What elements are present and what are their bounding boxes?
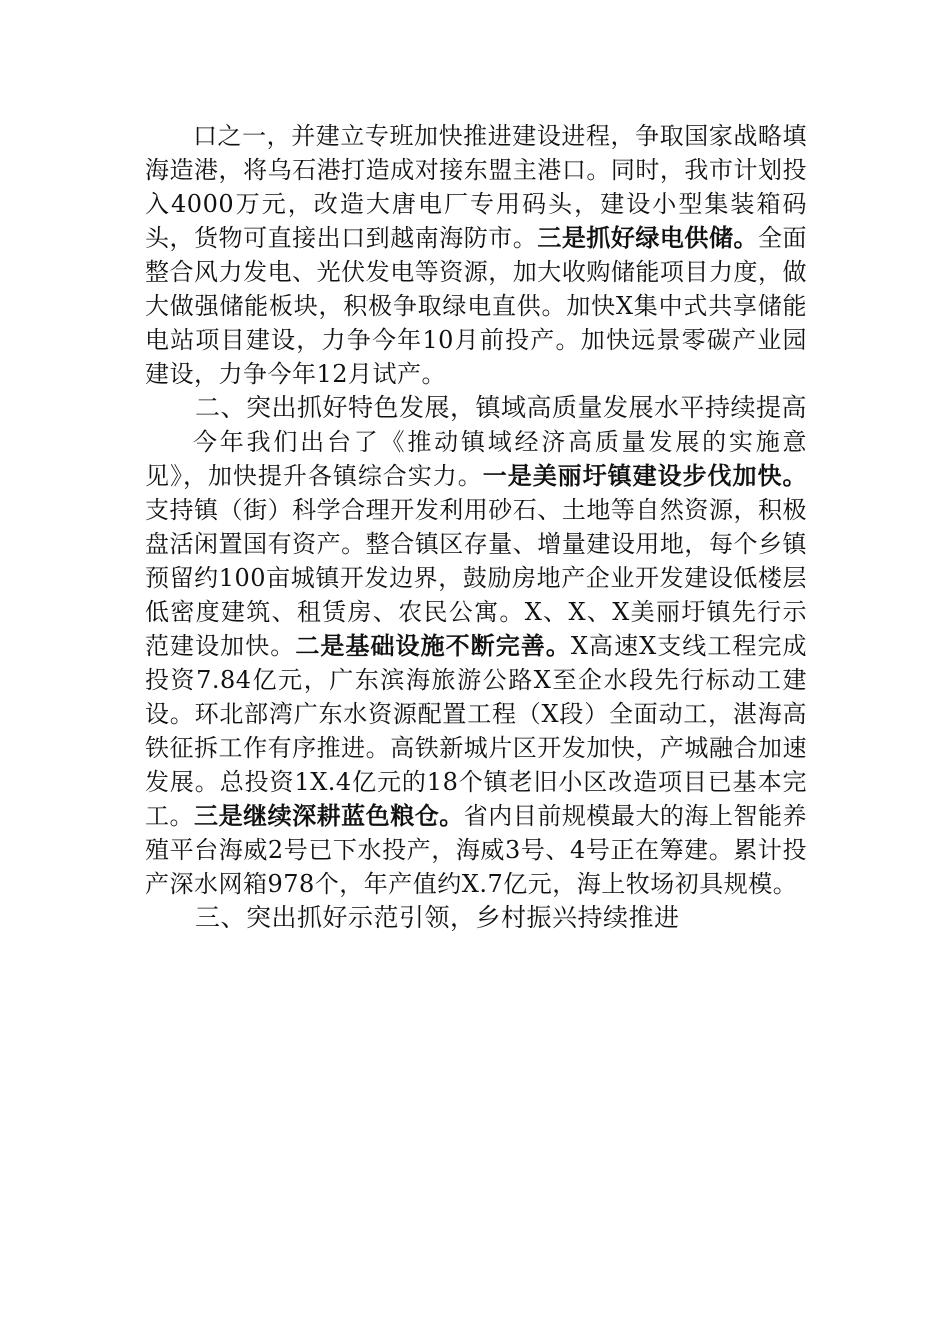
- paragraph-text: 口之一，并建立专班加快推进建设进程，争取国家战略填海造港，将乌石港打造成对接东盟主港口。同时，我市计划投入4000万元，改造大唐电厂专用码头，建设小型集装箱码头，货物可直接出口到越南海防市。: [145, 122, 807, 252]
- section-heading-3: 三、突出抓好示范引领，乡村振兴持续推进: [195, 903, 680, 932]
- paragraph-text: 全面整合风力发电、光伏发电等资源，加大收购储能项目力度，做大做强储能板块，积极争取绿电直供。加快X集中式共享储能电站项目建设，力争今年10月前投产。加快远景零碳产业园建设，力争今年12月试产。: [145, 224, 808, 388]
- paragraph-text: 今年我们出台了《推动镇域经济高质量发展的实施意见》，加快提升各镇综合实力。: [145, 428, 807, 490]
- bold-point-green-power: 三是抓好绿电供储。: [537, 224, 758, 252]
- paragraph-town-development: [145, 425, 807, 901]
- document-page: [145, 119, 807, 935]
- paragraph-text: 省内目前规模最大的海上智能养殖平台海威2号已下水投产，海威3号、4号正在筹建。累计投产深水网箱978个，年产值约X.7亿元，海上牧场初具规模。: [145, 802, 808, 898]
- bold-point-infrastructure: 二是基础设施不断完善。: [295, 632, 571, 660]
- paragraph-text: 支持镇（街）科学合理开发利用砂石、土地等自然资源，积极盘活闲置国有资产。整合镇区存量、增量建设用地，每个乡镇预留约100亩城镇开发边界，鼓励房地产企业开发建设低楼层低密度建筑、租赁房、农民公寓。X、X、X美丽圩镇先行示范建设加快。: [145, 496, 807, 660]
- bold-point-town-construction: 一是美丽圩镇建设步伐加快。: [482, 462, 808, 490]
- bold-point-blue-granary: 三是继续深耕蓝色粮仓。: [194, 802, 464, 830]
- paragraph-port-and-green-power: [145, 119, 807, 391]
- paragraph-text: X高速X支线工程完成投资7.84亿元，广东滨海旅游公路X至企水段先行标动工建设。环北部湾广东水资源配置工程（X段）全面动工，湛海高铁征拆工作有序推进。高铁新城片区开发加快，产城融合加速发展。总投资1X.4亿元的18个镇老旧小区改造项目已基本完工。: [145, 632, 808, 830]
- section-heading-2: 二、突出抓好特色发展，镇域高质量发展水平持续提高: [195, 393, 808, 422]
